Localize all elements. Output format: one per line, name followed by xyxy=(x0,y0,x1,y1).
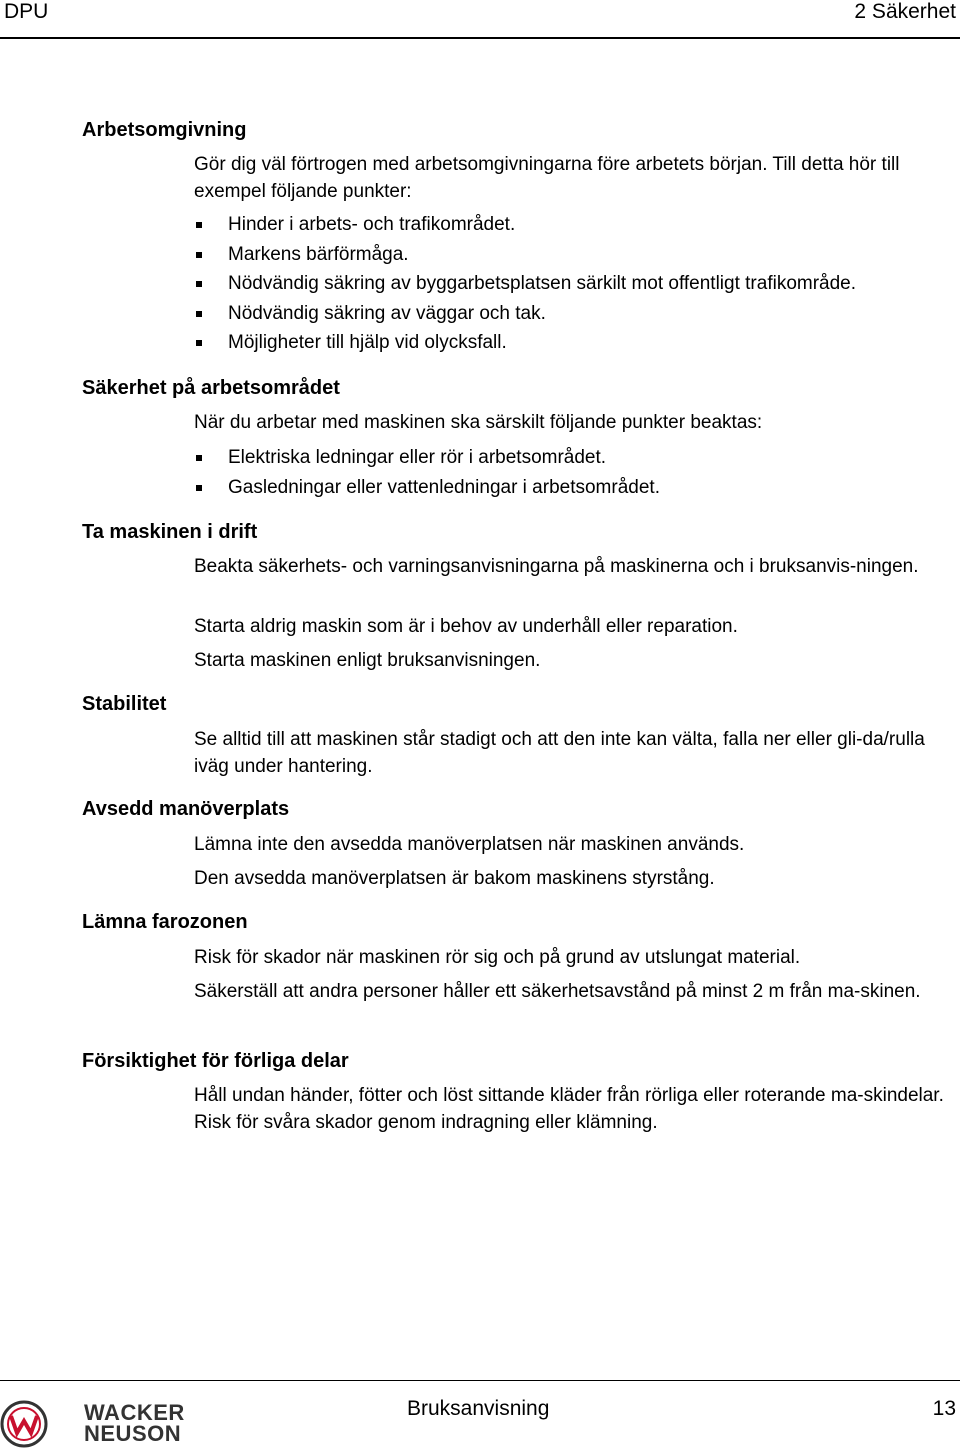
page-header xyxy=(0,0,960,38)
heading-arbetsomgivning: Arbetsomgivning xyxy=(82,119,247,141)
bullet-list-arbetsomgivning xyxy=(194,211,856,359)
heading-drift: Ta maskinen i drift xyxy=(82,521,258,543)
footer-divider xyxy=(0,1380,960,1381)
paragraph-forsiktighet: Håll undan händer, fötter och löst sittande kläder från rörliga eller roterande ma-skindelar. Risk för svåra skador genom indragning eller klämning. xyxy=(194,1085,944,1133)
paragraph-farozonen-1: Risk för skador när maskinen rör sig och på grund av utslungat material. xyxy=(194,947,801,968)
paragraph-farozonen-2: Säkerställ att andra personer håller ett säkerhetsavstånd på minst 2 m från ma-skinen. xyxy=(194,981,921,1002)
paragraph-manoverplats-2: Den avsedda manöverplatsen är bakom maskinens styrstång. xyxy=(194,868,715,889)
paragraph-drift-1: Beakta säkerhets- och varningsanvisningarna på maskinerna och i bruksanvis-ningen. xyxy=(194,556,919,577)
brand-logo-text: WACKER NEUSON xyxy=(84,1400,185,1446)
bullet-square-icon xyxy=(196,455,202,461)
heading-stabilitet: Stabilitet xyxy=(82,693,167,715)
header-divider xyxy=(0,37,960,39)
page-number: 13 xyxy=(932,1397,956,1420)
bullet-square-icon xyxy=(196,252,202,258)
list-item: Nödvändig säkring av byggarbetsplatsen särkilt mot offentligt trafikområde. xyxy=(194,270,856,300)
bullet-square-icon xyxy=(196,281,202,287)
paragraph-drift-3: Starta maskinen enligt bruksanvisningen. xyxy=(194,650,541,671)
paragraph-arbetsomgivning-intro: Gör dig väl förtrogen med arbetsomgivningarna före arbetets början. Till detta hör till exempel följande punkter: xyxy=(194,154,900,202)
paragraph-sakerhet-intro: När du arbetar med maskinen ska särskilt följande punkter beaktas: xyxy=(194,412,763,433)
bullet-square-icon xyxy=(196,222,202,228)
footer-document-title: Bruksanvisning xyxy=(407,1397,550,1420)
wacker-neuson-logo-icon xyxy=(0,1400,48,1448)
header-product: DPU xyxy=(4,0,49,23)
list-item: Elektriska ledningar eller rör i arbetsområdet. xyxy=(194,444,660,474)
bullet-square-icon xyxy=(196,311,202,317)
heading-manoverplats: Avsedd manöverplats xyxy=(82,798,290,820)
heading-sakerhet: Säkerhet på arbetsområdet xyxy=(82,377,340,399)
bullet-square-icon xyxy=(196,485,202,491)
bullet-list-sakerhet xyxy=(194,444,660,503)
list-item: Möjligheter till hjälp vid olycksfall. xyxy=(194,329,856,359)
list-item: Hinder i arbets- och trafikområdet. xyxy=(194,211,856,241)
paragraph-manoverplats-1: Lämna inte den avsedda manöverplatsen när maskinen används. xyxy=(194,834,745,855)
paragraph-drift-2: Starta aldrig maskin som är i behov av underhåll eller reparation. xyxy=(194,616,738,637)
bullet-square-icon xyxy=(196,340,202,346)
paragraph-stabilitet: Se alltid till att maskinen står stadigt och att den inte kan välta, falla ner eller gli-da/rulla iväg under hantering. xyxy=(194,729,925,777)
list-item: Nödvändig säkring av väggar och tak. xyxy=(194,300,856,330)
list-item: Markens bärförmåga. xyxy=(194,241,856,271)
heading-farozonen: Lämna farozonen xyxy=(82,911,248,933)
list-item: Gasledningar eller vattenledningar i arbetsområdet. xyxy=(194,474,660,504)
heading-forsiktighet: Försiktighet för förliga delar xyxy=(82,1050,349,1072)
header-chapter: 2 Säkerhet xyxy=(854,0,956,23)
